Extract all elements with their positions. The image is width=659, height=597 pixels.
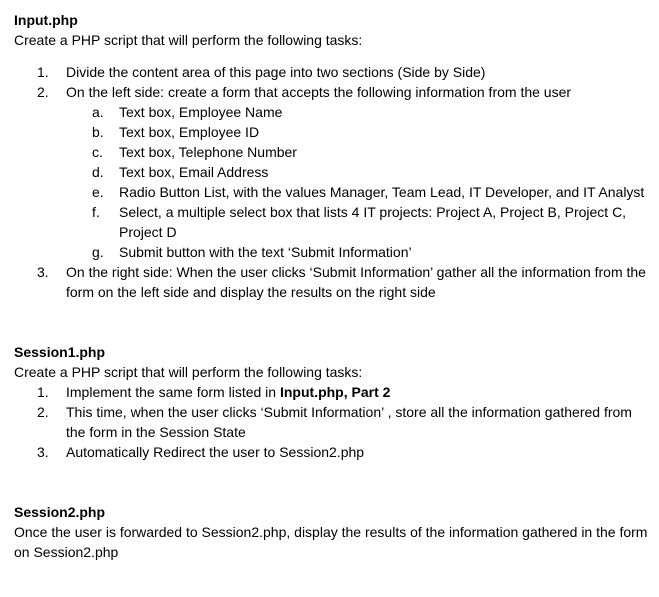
- sub-list-item: [14, 202, 649, 242]
- section-intro: Once the user is forwarded to Session2.php, display the results of the information gathered in the form on Session2.php: [14, 524, 648, 560]
- list-number: 1.: [37, 64, 49, 80]
- list-number: 3.: [37, 444, 49, 460]
- list-item-text: Automatically Redirect the user to Session2.php: [66, 444, 365, 460]
- sub-list-letter: b.: [92, 124, 104, 140]
- section-intro: Create a PHP script that will perform the following tasks:: [14, 364, 363, 380]
- sub-list-letter: a.: [92, 104, 104, 120]
- sub-list-item: [14, 142, 649, 162]
- section-title: Session2.php: [14, 504, 106, 520]
- sub-task-list: [14, 102, 649, 262]
- sub-list-letter: c.: [92, 144, 103, 160]
- sub-list-letter: g.: [92, 244, 104, 260]
- list-item-text: On the right side: When the user clicks ‘Submit Information’ gather all the information from the form on the left side and display the results on the right side: [66, 264, 646, 300]
- list-number: 1.: [37, 384, 49, 400]
- list-item: [14, 402, 649, 442]
- document-page: [14, 10, 649, 562]
- section-title: Input.php: [14, 12, 78, 28]
- sub-list-item: [14, 122, 649, 142]
- sub-list-item-text: Text box, Email Address: [119, 164, 269, 180]
- list-item-text: This time, when the user clicks ‘Submit Information’ , store all the information gathered from the form in the Session State: [66, 404, 632, 440]
- section-session2: [14, 502, 649, 562]
- list-number: 3.: [37, 264, 49, 280]
- task-list: [14, 382, 649, 462]
- sub-list-item: [14, 182, 649, 202]
- section-title: Session1.php: [14, 344, 106, 360]
- task-list: [14, 62, 649, 302]
- list-item-text: On the left side: create a form that accepts the following information from the user: [66, 84, 572, 100]
- sub-list-item-text: Text box, Employee Name: [119, 104, 283, 120]
- list-item: [14, 62, 649, 82]
- list-number: 2.: [37, 84, 49, 100]
- list-item-text: Implement the same form listed in: [66, 384, 280, 400]
- section-session1: [14, 342, 649, 462]
- sub-list-item: [14, 102, 649, 122]
- list-item: [14, 442, 649, 462]
- sub-list-item: [14, 162, 649, 182]
- list-item-bold-text: Input.php, Part 2: [279, 384, 391, 400]
- sub-list-item-text: Select, a multiple select box that lists 4 IT projects: Project A, Project B, Project C, Project D: [119, 204, 627, 240]
- sub-list-item-text: Radio Button List, with the values Manager, Team Lead, IT Developer, and IT Analyst: [119, 184, 645, 200]
- list-number: 2.: [37, 404, 49, 420]
- section-intro: Create a PHP script that will perform the following tasks:: [14, 32, 363, 48]
- list-item: [14, 82, 649, 102]
- list-item: [14, 382, 649, 402]
- sub-list-item-text: Text box, Employee ID: [119, 124, 260, 140]
- section-input: [14, 10, 649, 302]
- sub-list-item-text: Text box, Telephone Number: [119, 144, 297, 160]
- list-item-text: Divide the content area of this page into two sections (Side by Side): [66, 64, 486, 80]
- sub-list-letter: d.: [92, 164, 104, 180]
- sub-list-letter: f.: [92, 204, 100, 220]
- sub-list-letter: e.: [92, 184, 104, 200]
- sub-list-item: [14, 242, 649, 262]
- list-item: [14, 262, 649, 302]
- sub-list-item-text: Submit button with the text ‘Submit Information’: [119, 244, 412, 260]
